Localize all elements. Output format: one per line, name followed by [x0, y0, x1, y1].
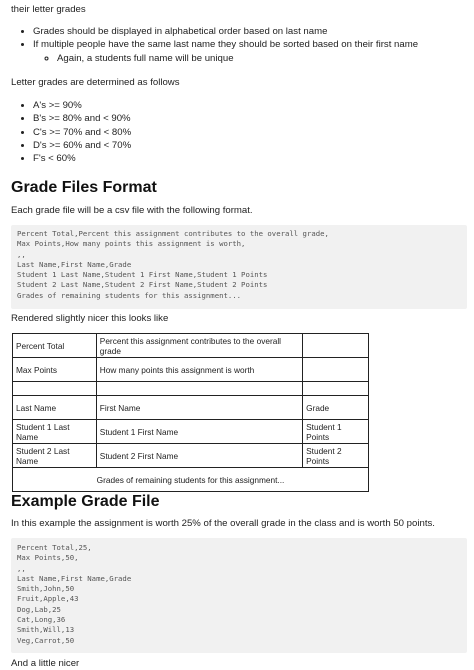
letter-grade-item: • A's >= 90% [33, 99, 333, 112]
sort-rules-list [11, 25, 474, 65]
table-cell: Grade [303, 396, 369, 420]
table-cell: First Name [96, 396, 302, 420]
sort-rule-text: If multiple people have the same last name they should be sorted based on their first name [33, 39, 419, 51]
letter-grade-item: • D's >= 60% and < 70% [33, 139, 333, 152]
table-cell: Student 1 Last Name [13, 420, 97, 444]
format-table [12, 333, 369, 492]
format-intro: Each grade file will be a csv file with the following format. [11, 205, 253, 216]
format-code-block: Percent Total,Percent this assignment contributes to the overall grade, Max Points,How many points this assignment is worth, ,, Last Name,First Name,Grade Student 1 Last Name,Student 1 First Name,Student 1 Points Student 2 Last Name,Student 2 First Name,Student 2 Points Grades of remaining students for this assignment... [11, 225, 467, 309]
rendered-intro: Rendered slightly nicer this looks like [11, 313, 169, 324]
table-row [13, 382, 369, 396]
table-cell: Max Points [13, 358, 97, 382]
table-cell [303, 358, 369, 382]
table-row [13, 444, 369, 468]
sort-subrule-list [33, 52, 474, 65]
letter-grade-item: • F's < 60% [33, 152, 333, 165]
table-cell: Student 1 Points [303, 420, 369, 444]
table-cell: Percent this assignment contributes to the overall grade [96, 334, 302, 358]
table-row [13, 420, 369, 444]
table-cell [303, 334, 369, 358]
sort-rule-item [33, 38, 474, 65]
format-heading: Grade Files Format [11, 179, 157, 196]
sort-subrule-item: ◦ Again, a students full name will be unique [57, 52, 474, 65]
table-row [13, 358, 369, 382]
letter-grade-item: • B's >= 80% and < 90% [33, 112, 333, 125]
table-footer-cell: Grades of remaining students for this assignment... [13, 468, 369, 492]
table-row [13, 468, 369, 492]
table-cell [303, 382, 369, 396]
table-row [13, 334, 369, 358]
table-cell: Student 2 First Name [96, 444, 302, 468]
table-cell: Student 2 Points [303, 444, 369, 468]
table-row [13, 396, 369, 420]
letter-intro: Letter grades are determined as follows [11, 77, 180, 88]
table-cell [13, 382, 97, 396]
letter-grade-item: • C's >= 70% and < 80% [33, 126, 333, 139]
sort-rule-item: • Grades should be displayed in alphabetical order based on last name [33, 25, 474, 38]
intro-text: their letter grades [11, 4, 86, 15]
outro-text: And a little nicer [11, 658, 80, 669]
table-cell: Student 1 First Name [96, 420, 302, 444]
example-code-block: Percent Total,25, Max Points,50, ,, Last Name,First Name,Grade Smith,John,50 Fruit,Apple,43 Dog,Lab,25 Cat,Long,36 Smith,Will,13 Veg,Carrot,50 [11, 538, 467, 653]
table-cell [96, 382, 302, 396]
table-cell: Last Name [13, 396, 97, 420]
table-cell: How many points this assignment is worth [96, 358, 302, 382]
example-intro: In this example the assignment is worth 25% of the overall grade in the class and is worth 50 points. [11, 518, 435, 529]
table-cell: Student 2 Last Name [13, 444, 97, 468]
letter-grades-list [11, 99, 333, 165]
table-cell: Percent Total [13, 334, 97, 358]
example-heading: Example Grade File [11, 493, 160, 510]
